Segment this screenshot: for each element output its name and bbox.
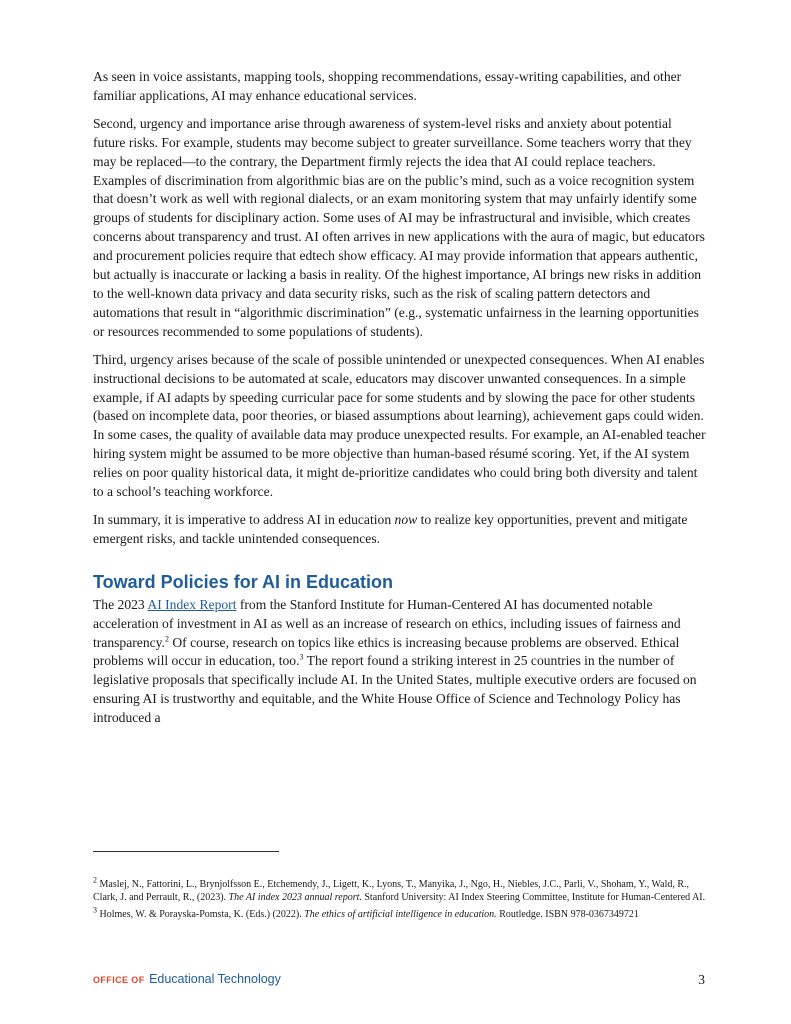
footnote-ref-2[interactable]: 2: [164, 634, 169, 644]
paragraph-voice-assistants: As seen in voice assistants, mapping tools, shopping recommendations, essay-writing capabilities, and other familiar applications, AI may enhance educational services.: [93, 69, 682, 103]
footnote-ref-3[interactable]: 3: [299, 652, 304, 662]
paragraph-scale-consequences: Third, urgency arises because of the scale of possible unintended or unexpected consequences. When AI enables instructional decisions to be automated at scale, educators may discover unwanted consequences. In a simple example, if AI adapts by speeding curricular pace for some students and by slowing the pace for other students (based on incomplete data, poor theories, or biased assumptions about learning), achievement gaps could widen. In some cases, the quality of available data may produce unexpected results. For example, an AI-enabled teacher hiring system might be assumed to be more objective than human-based résumé scoring. Yet, if the AI system relies on poor quality historical data, it might de-prioritize candidates who could bring both diversity and talent to a school’s teaching workforce.: [93, 351, 706, 500]
ai-index-report-link[interactable]: AI Index Report: [147, 596, 237, 612]
footnote-divider: [93, 851, 279, 852]
footnote-3-text: Holmes, W. & Porayska-Pomsta, K. (Eds.) (2022).: [97, 909, 305, 920]
ai-index-text-a: The 2023: [93, 596, 148, 612]
summary-text-after: to realize key opportunities, prevent and mitigate emergent risks, and tackle unintended consequences.: [93, 511, 688, 546]
paragraph-system-risks: Second, urgency and importance arise through awareness of system-level risks and anxiety about potential future risks. For example, students may become subject to greater surveillance. Some teachers worry that they may be replaced—to the contrary, the Department firmly rejects the idea that AI could replace teachers. Examples of discrimination from algorithmic bias are on the public’s mind, such as a voice recognition system that doesn’t work as well with regional dialects, or an exam monitoring system that may unfairly identify some groups of students for disciplinary action. Some uses of AI may be infrastructural and invisible, which creates concerns about transparency and trust. AI often arrives in new applications with the aura of magic, but educators and procurement policies require that edtech show efficacy. AI may provide information that appears authentic, but actually is inaccurate or lacking a basis in reality. Of the highest importance, AI brings new risks in addition to the well-known data privacy and data security risks, such as the risk of scaling pattern detectors and automations that result in “algorithmic discrimination” (e.g., systematic unfairness in the learning opportunities or resources recommended to some populations of students).: [93, 115, 705, 339]
paragraph-ai-index: [93, 596, 707, 728]
ai-index-text-b: from the Stanford Institute for Human-Centered AI has documented notable acceleration of investment in AI as well as an increase of research on ethics, including issues of fairness and transparency.: [93, 596, 681, 650]
footnote-2-after: Stanford University: AI Index Steering Committee, Institute for Human-Centered AI.: [361, 891, 706, 903]
ai-index-text-d: The report found a striking interest in 25 countries in the number of legislative proposals that specifically include AI. In the United States, multiple executive orders are focused on ensuring AI is trustworthy and equitable, and the White House Office of Science and Technology Policy has introduced a: [93, 653, 697, 726]
footnote-2-number: 2: [93, 875, 97, 885]
logo-main-text: Educational Technology: [149, 972, 281, 986]
section-heading: Toward Policies for AI in Education: [93, 571, 394, 592]
ai-index-text-c: Of course, research on topics like ethics is increasing because problems are observed. Ethical problems will occur in education, too.: [93, 634, 680, 669]
summary-text-before: In summary, it is imperative to address AI in education: [93, 511, 395, 527]
summary-emphasis: now: [394, 511, 418, 527]
logo-prefix: OFFICE OF: [93, 975, 145, 985]
footnote-2-title: The AI index 2023 annual report.: [228, 891, 362, 903]
paragraph-summary: [93, 511, 707, 549]
main-content: [93, 68, 707, 737]
footnote-2: [93, 875, 707, 904]
page-number: 3: [698, 972, 705, 987]
office-logo: [93, 970, 281, 988]
footnote-2-text: Maslej, N., Fattorini, L., Brynjolfsson E., Etchemendy, J., Ligett, K., Lyons, T., Manyika, J., Ngo, H., Niebles, J.C., Parli, V., Shoham, Y., Wald, R., Clark, J. and Perrault, R., (2023).: [93, 879, 690, 903]
footnote-3: [93, 905, 707, 922]
footnote-3-number: 3: [93, 905, 97, 915]
footnote-3-title: The ethics of artificial intelligence in education.: [304, 909, 497, 920]
footnote-3-after: Routledge. ISBN 978-0367349721: [496, 909, 639, 920]
footnotes: [93, 875, 707, 927]
